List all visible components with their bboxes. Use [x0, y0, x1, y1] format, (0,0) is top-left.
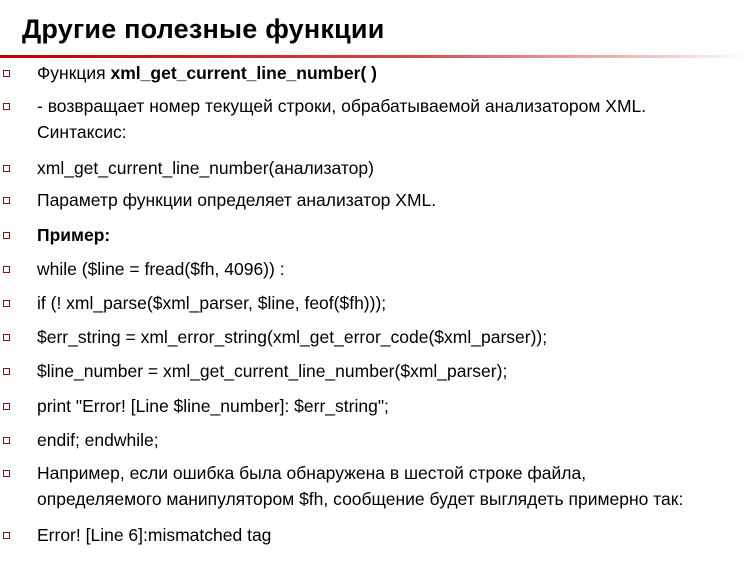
list-item-line: Например, если ошибка была обнаружена в шестой строке файла,: [37, 463, 587, 483]
hollow-square-bullet-icon: [3, 266, 10, 273]
hollow-square-bullet-icon: [3, 334, 10, 341]
list-item-text: [37, 290, 742, 316]
list-item-line: $line_number = xml_get_current_line_number($xml_parser);: [37, 361, 508, 381]
list-item-prefix: Функция: [37, 63, 111, 83]
list-item-text: [37, 324, 742, 350]
hollow-square-bullet-icon: [3, 232, 10, 239]
hollow-square-bullet-icon: [3, 300, 10, 307]
hollow-square-bullet-icon: [3, 70, 10, 77]
list-item-text: [37, 222, 742, 248]
list-item-line: Error! [Line 6]:mismatched tag: [37, 525, 272, 545]
list-item-text: [37, 427, 742, 453]
list-item-line: xml_get_current_line_number(анализатор): [37, 158, 374, 178]
list-item-line: if (! xml_parse($xml_parser, $line, feof($fh)));: [37, 293, 387, 313]
list-item-bold-text: xml_get_current_line_number( ): [110, 63, 377, 83]
hollow-square-bullet-icon: [3, 470, 10, 477]
list-item-text: [37, 155, 742, 181]
hollow-square-bullet-icon: [3, 532, 10, 539]
list-item-line: - возвращает номер текущей строки, обрабатываемой анализатором XML.: [37, 96, 647, 116]
hollow-square-bullet-icon: [3, 403, 10, 410]
hollow-square-bullet-icon: [3, 437, 10, 444]
list-item-text: [37, 256, 742, 282]
list-item-text: [37, 60, 742, 86]
title-underline: [0, 55, 750, 58]
list-item-line: Синтаксис:: [37, 122, 127, 142]
slide-title: Другие полезные функции: [22, 14, 385, 44]
list-item-text: [37, 358, 742, 384]
list-item-line: Параметр функции определяет анализатор XML.: [37, 190, 437, 210]
hollow-square-bullet-icon: [3, 368, 10, 375]
list-item-text: [37, 460, 742, 512]
hollow-square-bullet-icon: [3, 165, 10, 172]
list-item-text: [37, 522, 742, 548]
list-item-line: endif; endwhile;: [37, 430, 159, 450]
list-item-text: [37, 93, 742, 145]
list-item-text: [37, 187, 742, 213]
list-item-line: определяемого манипулятором $fh, сообщение будет выглядеть примерно так:: [37, 489, 684, 509]
hollow-square-bullet-icon: [3, 197, 10, 204]
hollow-square-bullet-icon: [3, 103, 10, 110]
list-item-bold-text: Пример:: [37, 225, 111, 245]
list-item-line: $err_string = xml_error_string(xml_get_error_code($xml_parser));: [37, 327, 548, 347]
list-item-text: [37, 393, 742, 419]
list-item-line: while ($line = fread($fh, 4096)) :: [37, 259, 285, 279]
list-item-line: print "Error! [Line $line_number]: $err_string";: [37, 396, 389, 416]
